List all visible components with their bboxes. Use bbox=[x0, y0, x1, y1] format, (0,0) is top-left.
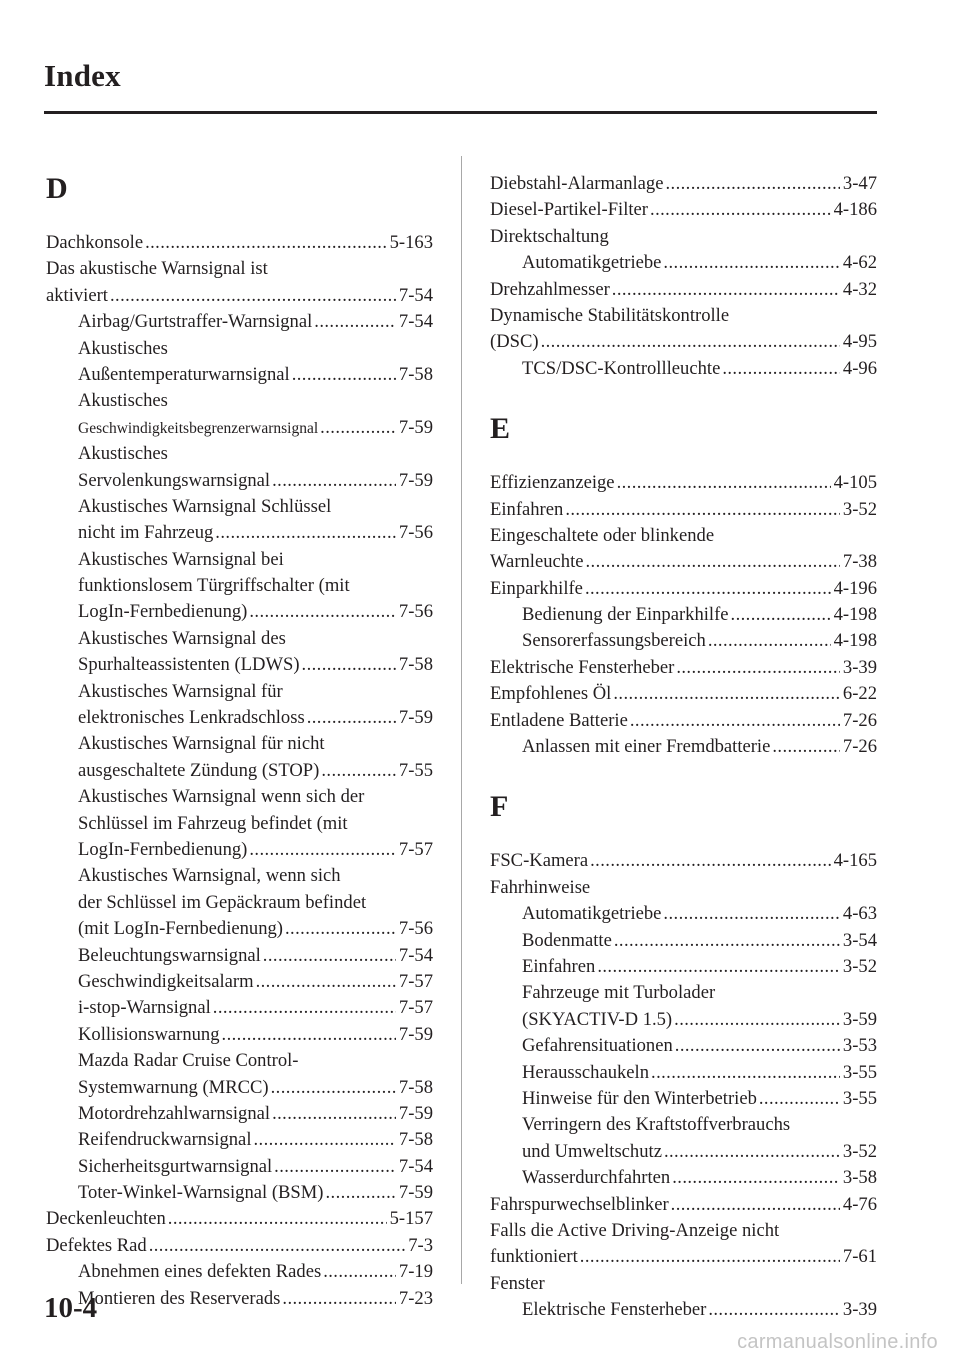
entry-term: Entladene Batterie bbox=[490, 709, 628, 731]
entry-term: Empfohlenes Öl bbox=[490, 683, 612, 705]
page-reference: 7-54 bbox=[398, 944, 433, 966]
index-subentry bbox=[46, 599, 433, 625]
index-subentry bbox=[490, 1165, 877, 1191]
entry-term: LogIn-Fernbedienung) bbox=[78, 838, 248, 860]
dot-leader bbox=[650, 197, 831, 223]
entry-term: Einfahren bbox=[522, 955, 596, 977]
index-subentry bbox=[46, 995, 433, 1021]
entry-term: Diebstahl-Alarmanlage bbox=[490, 173, 664, 194]
index-subentry bbox=[46, 890, 433, 916]
page-reference: 7-38 bbox=[842, 551, 877, 573]
page-reference: 4-32 bbox=[842, 278, 877, 300]
dot-leader bbox=[671, 1192, 840, 1218]
index-subentry bbox=[46, 441, 433, 467]
dot-leader bbox=[663, 901, 839, 927]
page-reference: 7-26 bbox=[842, 736, 877, 758]
entry-term: Montieren des Reserverads bbox=[78, 1287, 281, 1309]
page-reference: 3-52 bbox=[842, 498, 877, 520]
page-reference: 5-163 bbox=[389, 232, 433, 253]
index-entry bbox=[490, 1218, 877, 1244]
dot-leader bbox=[222, 1022, 396, 1048]
page-reference: 7-58 bbox=[398, 1076, 433, 1098]
dot-leader bbox=[674, 1007, 840, 1033]
index-subentry bbox=[490, 734, 877, 760]
entry-term: funktionslosem Türgriffschalter (mit bbox=[78, 575, 350, 597]
dot-leader bbox=[541, 329, 840, 355]
dot-leader bbox=[580, 1244, 840, 1270]
entry-term: (mit LogIn-Fernbedienung) bbox=[78, 918, 283, 940]
title-rule bbox=[44, 111, 877, 114]
entry-term: Anlassen mit einer Fremdbatterie bbox=[522, 736, 771, 758]
entry-term: Akustisches Warnsignal Schlüssel bbox=[78, 495, 332, 517]
page-reference: 4-198 bbox=[833, 630, 877, 652]
index-entry bbox=[490, 171, 877, 197]
entry-term: Spurhalteassistenten (LDWS) bbox=[78, 654, 300, 676]
dot-leader bbox=[323, 1259, 396, 1285]
index-subentry bbox=[490, 1060, 877, 1086]
page-reference: 4-96 bbox=[842, 357, 877, 379]
entry-term: Warnleuchte bbox=[490, 551, 584, 573]
entry-term: Bodenmatte bbox=[522, 929, 612, 951]
index-entry bbox=[490, 681, 877, 707]
index-subentry bbox=[490, 1297, 877, 1323]
index-subentry bbox=[490, 250, 877, 276]
index-subentry bbox=[46, 731, 433, 757]
entry-term: Bedienung der Einparkhilfe bbox=[522, 604, 729, 626]
page-reference: 3-53 bbox=[842, 1035, 877, 1057]
page-reference: 7-58 bbox=[398, 1129, 433, 1151]
entry-term: Abnehmen eines defekten Rades bbox=[78, 1261, 322, 1283]
page-reference: 4-198 bbox=[833, 604, 877, 626]
page-reference: 7-54 bbox=[398, 1155, 433, 1177]
page-reference: 7-57 bbox=[398, 997, 433, 1019]
entry-term: LogIn-Fernbedienung) bbox=[78, 601, 248, 623]
page-reference: 7-56 bbox=[398, 918, 433, 940]
index-subentry bbox=[490, 928, 877, 954]
page-reference: 4-76 bbox=[842, 1193, 877, 1215]
dot-leader bbox=[630, 708, 840, 734]
entry-term: i-stop-Warnsignal bbox=[78, 997, 211, 1019]
index-entry bbox=[46, 1206, 433, 1232]
index-subentry bbox=[46, 1075, 433, 1101]
index-entry bbox=[490, 848, 877, 874]
index-subentry bbox=[46, 1022, 433, 1048]
index-entry bbox=[46, 256, 433, 282]
dot-leader bbox=[272, 1101, 396, 1127]
dot-leader bbox=[617, 470, 831, 496]
index-subentry bbox=[490, 1112, 877, 1138]
dot-leader bbox=[672, 1165, 840, 1191]
entry-term: Sensorerfassungsbereich bbox=[522, 630, 706, 652]
entry-term: nicht im Fahrzeug bbox=[78, 522, 214, 544]
page-reference: 3-39 bbox=[842, 1299, 877, 1321]
page-reference: 7-61 bbox=[842, 1246, 877, 1268]
entry-term: Mazda Radar Cruise Control- bbox=[78, 1050, 299, 1072]
dot-leader bbox=[663, 250, 839, 276]
entry-term: Kollisionswarnung bbox=[78, 1023, 220, 1045]
entry-term: Direktschaltung bbox=[490, 225, 609, 247]
entry-term: ausgeschaltete Zündung (STOP) bbox=[78, 759, 320, 781]
index-letter-heading: E bbox=[490, 412, 511, 446]
entry-term: Dynamische Stabilitätskontrolle bbox=[490, 304, 730, 326]
entry-term: Herausschaukeln bbox=[522, 1061, 650, 1083]
index-subentry bbox=[490, 901, 877, 927]
dot-leader bbox=[168, 1206, 387, 1232]
entry-term: Akustisches Warnsignal für bbox=[78, 680, 283, 702]
page-reference: 3-58 bbox=[842, 1167, 877, 1189]
page-reference: 4-105 bbox=[833, 472, 877, 494]
entry-term: Verringern des Kraftstoffverbrauchs bbox=[522, 1114, 791, 1136]
index-entry bbox=[490, 576, 877, 602]
index-subentry bbox=[46, 1154, 433, 1180]
dot-leader bbox=[664, 1139, 840, 1165]
dot-leader bbox=[249, 599, 396, 625]
index-subentry bbox=[46, 758, 433, 784]
page-reference: 7-59 bbox=[398, 416, 433, 438]
index-subentry bbox=[46, 494, 433, 520]
page-reference: 7-56 bbox=[398, 522, 433, 544]
entry-term: Fahrspurwechselblinker bbox=[490, 1193, 669, 1215]
index-subentry bbox=[490, 602, 877, 628]
entry-term: elektronisches Lenkradschloss bbox=[78, 707, 305, 729]
index-entry bbox=[490, 1244, 877, 1270]
entry-term: Automatikgetriebe bbox=[522, 903, 662, 925]
page-reference: 4-196 bbox=[833, 577, 877, 599]
index-subentry bbox=[46, 520, 433, 546]
entry-term: Einparkhilfe bbox=[490, 577, 583, 599]
entry-term: Fahrzeuge mit Turbolader bbox=[522, 982, 716, 1004]
entry-term: und Umweltschutz bbox=[522, 1140, 662, 1162]
page-title: Index bbox=[44, 58, 121, 93]
page-reference: 3-59 bbox=[842, 1008, 877, 1030]
index-subentry bbox=[490, 628, 877, 654]
entry-term: Akustisches Warnsignal für nicht bbox=[78, 733, 325, 755]
dot-leader bbox=[272, 468, 396, 494]
dot-leader bbox=[708, 1297, 840, 1323]
entry-term: Falls die Active Driving-Anzeige nicht bbox=[490, 1219, 780, 1241]
index-entry bbox=[490, 549, 877, 575]
dot-leader bbox=[282, 1286, 396, 1312]
index-subentry bbox=[46, 415, 433, 441]
page-reference: 3-55 bbox=[842, 1087, 877, 1109]
entry-term: (SKYACTIV-D 1.5) bbox=[522, 1008, 673, 1030]
entry-term: Beleuchtungswarnsignal bbox=[78, 944, 261, 966]
dot-leader bbox=[772, 734, 840, 760]
column-divider bbox=[461, 156, 462, 1284]
entry-term: Servolenkungswarnsignal bbox=[78, 469, 271, 491]
index-subentry bbox=[46, 784, 433, 810]
dot-leader bbox=[614, 928, 840, 954]
index-subentry bbox=[46, 1048, 433, 1074]
page-reference: 7-54 bbox=[398, 311, 433, 333]
page-reference: 7-59 bbox=[398, 1102, 433, 1124]
index-subentry bbox=[46, 547, 433, 573]
dot-leader bbox=[612, 277, 840, 303]
entry-term: Systemwarnung (MRCC) bbox=[78, 1076, 269, 1098]
entry-term: Wasserdurchfahrten bbox=[522, 1167, 671, 1189]
dot-leader bbox=[307, 705, 396, 731]
index-column-right bbox=[490, 171, 877, 1323]
index-entry bbox=[490, 1192, 877, 1218]
entry-term: Airbag/Gurtstraffer-Warnsignal bbox=[78, 311, 313, 333]
page-reference: 4-186 bbox=[833, 199, 877, 221]
dot-leader bbox=[292, 362, 396, 388]
dot-leader bbox=[675, 1033, 840, 1059]
dot-leader bbox=[285, 916, 396, 942]
entry-term: TCS/DSC-Kontrollleuchte bbox=[522, 357, 721, 379]
page-reference: 7-3 bbox=[408, 1234, 433, 1256]
page-reference: 3-55 bbox=[842, 1061, 877, 1083]
index-entry bbox=[490, 224, 877, 250]
dot-leader bbox=[314, 309, 396, 335]
index-subentry bbox=[490, 1007, 877, 1033]
entry-term: der Schlüssel im Gepäckraum befindet bbox=[78, 891, 367, 913]
page-reference: 7-23 bbox=[398, 1287, 433, 1309]
watermark: carmanualsonline.info bbox=[737, 1331, 938, 1353]
entry-term: Akustisches bbox=[78, 390, 168, 412]
entry-term: Effizienzanzeige bbox=[490, 472, 615, 494]
index-subentry bbox=[46, 943, 433, 969]
page-reference: 6-22 bbox=[842, 683, 877, 705]
dot-leader bbox=[708, 628, 831, 654]
index-entry bbox=[490, 303, 877, 329]
entry-term: Reifendruckwarnsignal bbox=[78, 1129, 252, 1151]
index-letter-heading: D bbox=[46, 172, 68, 205]
entry-term: Dachkonsole bbox=[46, 232, 144, 253]
index-subentry bbox=[490, 980, 877, 1006]
index-entry bbox=[490, 523, 877, 549]
page-reference: 7-56 bbox=[398, 601, 433, 623]
index-entry bbox=[46, 1233, 433, 1259]
page-reference: 3-54 bbox=[842, 929, 877, 951]
index-subentry bbox=[46, 837, 433, 863]
dot-leader bbox=[320, 415, 396, 441]
entry-term: Akustisches Warnsignal, wenn sich bbox=[78, 865, 341, 887]
page-reference: 7-54 bbox=[398, 284, 433, 306]
dot-leader bbox=[586, 549, 840, 575]
index-subentry bbox=[46, 652, 433, 678]
index-subentry bbox=[46, 362, 433, 388]
dot-leader bbox=[676, 655, 840, 681]
index-subentry bbox=[46, 1127, 433, 1153]
entry-term: Drehzahlmesser bbox=[490, 278, 610, 300]
entry-term: Geschwindigkeitsalarm bbox=[78, 970, 254, 992]
page-reference: 7-57 bbox=[398, 838, 433, 860]
index-subentry bbox=[46, 1259, 433, 1285]
entry-term: Akustisches Warnsignal des bbox=[78, 627, 286, 649]
index-subentry bbox=[46, 811, 433, 837]
entry-term: Das akustische Warnsignal ist bbox=[46, 258, 268, 280]
page-reference: 7-58 bbox=[398, 654, 433, 676]
entry-term: Defektes Rad bbox=[46, 1234, 147, 1256]
dot-leader bbox=[759, 1086, 840, 1112]
entry-term: Toter-Winkel-Warnsignal (BSM) bbox=[78, 1182, 324, 1204]
entry-term: Hinweise für den Winterbetrieb bbox=[522, 1087, 757, 1109]
page-reference: 7-55 bbox=[398, 759, 433, 781]
entry-term: Schlüssel im Fahrzeug befindet (mit bbox=[78, 812, 348, 834]
index-subentry bbox=[46, 336, 433, 362]
dot-leader bbox=[665, 171, 839, 197]
index-subentry bbox=[490, 1033, 877, 1059]
page-reference: 7-26 bbox=[842, 709, 877, 731]
dot-leader bbox=[597, 954, 840, 980]
index-subentry bbox=[46, 388, 433, 414]
dot-leader bbox=[590, 848, 830, 874]
entry-term: Sicherheitsgurtwarnsignal bbox=[78, 1155, 273, 1177]
dot-leader bbox=[263, 943, 396, 969]
dot-leader bbox=[613, 681, 840, 707]
index-entry bbox=[490, 708, 877, 734]
dot-leader bbox=[110, 283, 396, 309]
entry-term: Akustisches bbox=[78, 443, 168, 465]
page-reference: 5-157 bbox=[389, 1208, 433, 1230]
dot-leader bbox=[271, 1075, 396, 1101]
index-subentry bbox=[490, 954, 877, 980]
page-reference: 4-165 bbox=[833, 850, 877, 872]
entry-term: Akustisches Warnsignal bei bbox=[78, 548, 284, 570]
page-reference: 7-59 bbox=[398, 469, 433, 491]
entry-term: Geschwindigkeitsbegrenzerwarnsignal bbox=[78, 419, 319, 437]
index-column-left bbox=[46, 172, 433, 1312]
index-subentry bbox=[46, 1180, 433, 1206]
page-reference: 4-62 bbox=[842, 252, 877, 274]
index-entry bbox=[490, 329, 877, 355]
index-letter-heading: F bbox=[490, 790, 509, 824]
entry-term: Diesel-Partikel-Filter bbox=[490, 199, 649, 221]
entry-term: Elektrische Fensterheber bbox=[490, 656, 675, 678]
entry-term: Einfahren bbox=[490, 498, 564, 520]
page-reference: 4-95 bbox=[842, 331, 877, 353]
entry-term: Akustisches Warnsignal wenn sich der bbox=[78, 786, 365, 808]
entry-term: Deckenleuchten bbox=[46, 1208, 166, 1230]
page-reference: 3-52 bbox=[842, 1140, 877, 1162]
dot-leader bbox=[253, 1127, 395, 1153]
entry-term: Motordrehzahlwarnsignal bbox=[78, 1102, 271, 1124]
entry-term: Außentemperaturwarnsignal bbox=[78, 363, 290, 385]
page-reference: 7-59 bbox=[398, 707, 433, 729]
index-subentry bbox=[46, 679, 433, 705]
page-reference: 4-63 bbox=[842, 903, 877, 925]
entry-term: aktiviert bbox=[46, 284, 108, 306]
dot-leader bbox=[651, 1060, 840, 1086]
index-subentry bbox=[46, 1286, 433, 1312]
page-reference: 7-57 bbox=[398, 970, 433, 992]
page-reference: 7-58 bbox=[398, 363, 433, 385]
index-subentry bbox=[490, 1139, 877, 1165]
index-entry bbox=[490, 875, 877, 901]
index-entry bbox=[46, 230, 433, 256]
page-reference: 7-59 bbox=[398, 1023, 433, 1045]
entry-term: Automatikgetriebe bbox=[522, 252, 662, 274]
index-entry bbox=[490, 277, 877, 303]
entry-term: (DSC) bbox=[490, 331, 539, 353]
index-entry bbox=[46, 283, 433, 309]
index-subentry bbox=[46, 863, 433, 889]
dot-leader bbox=[215, 520, 396, 546]
index-entry bbox=[490, 1271, 877, 1297]
dot-leader bbox=[302, 652, 396, 678]
entry-term: Gefahrensituationen bbox=[522, 1035, 673, 1057]
index-subentry bbox=[46, 969, 433, 995]
index-entry bbox=[490, 655, 877, 681]
entry-term: Fenster bbox=[490, 1272, 545, 1294]
index-entry bbox=[490, 497, 877, 523]
entry-term: FSC-Kamera bbox=[490, 850, 589, 872]
index-entry bbox=[490, 197, 877, 223]
index-subentry bbox=[490, 1086, 877, 1112]
page-number: 10-4 bbox=[44, 1292, 98, 1324]
index-subentry bbox=[490, 356, 877, 382]
page-reference: 7-19 bbox=[398, 1261, 433, 1283]
index-subentry bbox=[46, 1101, 433, 1127]
index-subentry bbox=[46, 468, 433, 494]
page-reference: 7-59 bbox=[398, 1182, 433, 1204]
dot-leader bbox=[213, 995, 396, 1021]
dot-leader bbox=[321, 758, 396, 784]
entry-term: Fahrhinweise bbox=[490, 876, 591, 898]
page-reference: 3-52 bbox=[842, 955, 877, 977]
entry-term: Elektrische Fensterheber bbox=[522, 1299, 707, 1321]
index-subentry bbox=[46, 309, 433, 335]
dot-leader bbox=[722, 356, 840, 382]
dot-leader bbox=[565, 497, 840, 523]
index-subentry bbox=[46, 573, 433, 599]
page-reference: 3-39 bbox=[842, 656, 877, 678]
section-gap bbox=[490, 760, 877, 790]
index-subentry bbox=[46, 626, 433, 652]
section-gap bbox=[490, 382, 877, 412]
dot-leader bbox=[326, 1180, 396, 1206]
dot-leader bbox=[145, 230, 387, 256]
index-subentry bbox=[46, 705, 433, 731]
entry-term: funktioniert bbox=[490, 1246, 578, 1268]
index-subentry bbox=[46, 916, 433, 942]
entry-term: Akustisches bbox=[78, 337, 168, 359]
dot-leader bbox=[249, 837, 396, 863]
dot-leader bbox=[585, 576, 831, 602]
index-entry bbox=[490, 470, 877, 496]
dot-leader bbox=[149, 1233, 406, 1259]
dot-leader bbox=[731, 602, 831, 628]
dot-leader bbox=[274, 1154, 396, 1180]
page-reference: 3-47 bbox=[842, 173, 877, 194]
entry-term: Eingeschaltete oder blinkende bbox=[490, 524, 715, 546]
dot-leader bbox=[256, 969, 396, 995]
